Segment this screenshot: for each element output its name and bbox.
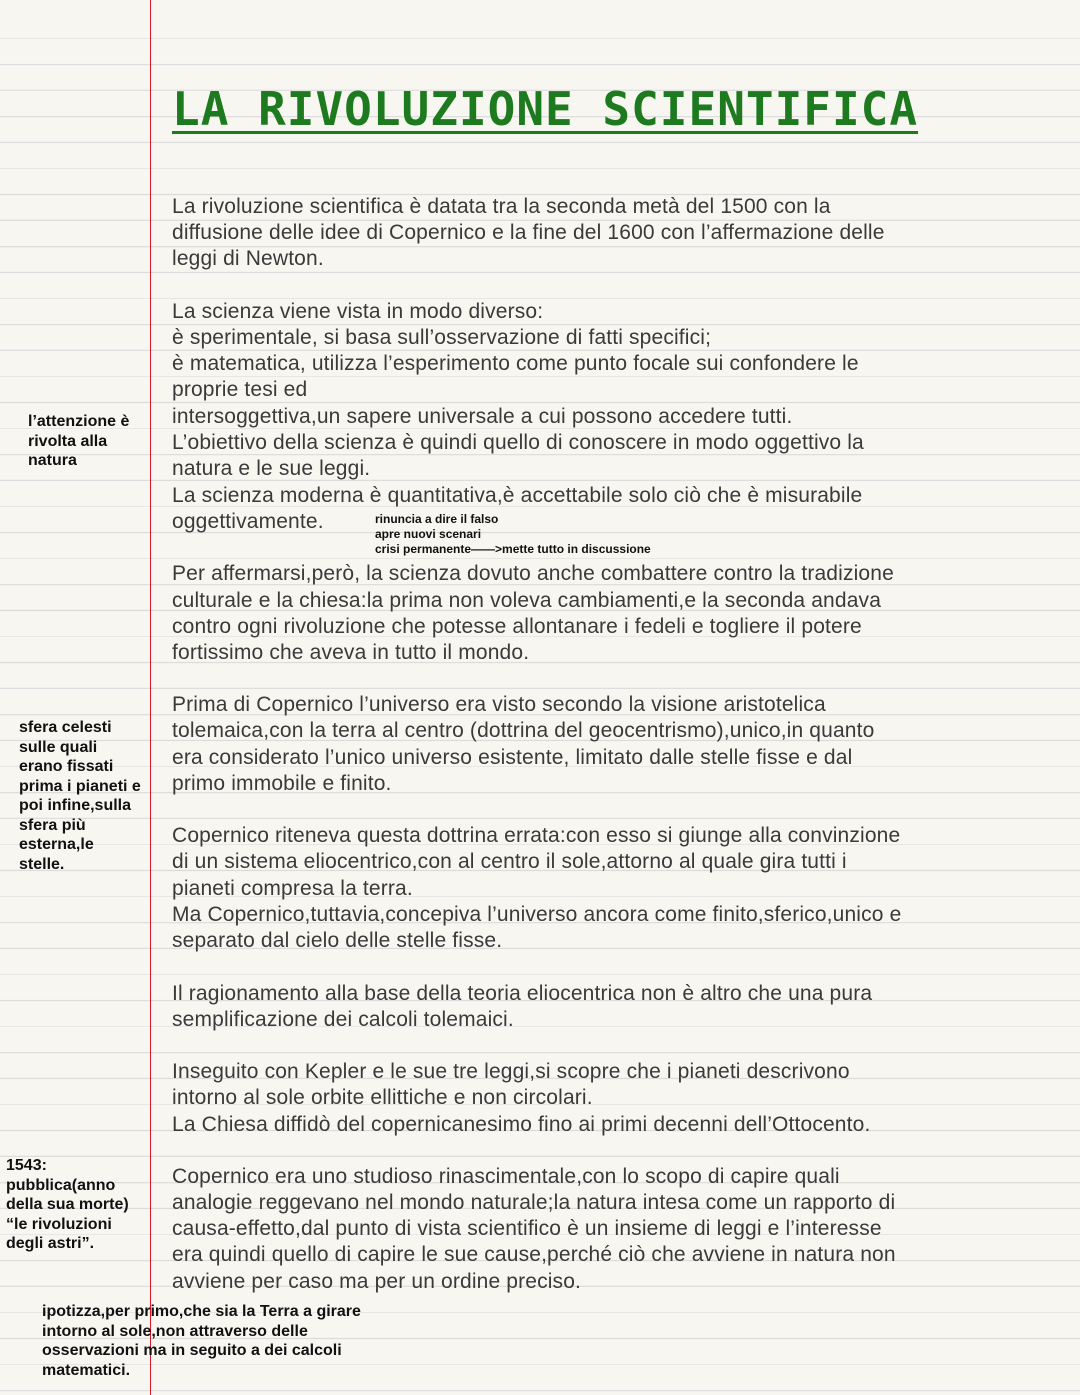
text-line: tolemaica,con la terra al centro (dottrina del geocentrismo),unico,in quanto bbox=[172, 719, 875, 742]
text-line: di un sistema eliocentrico,con al centro il sole,attorno al quale gira tutti i bbox=[172, 850, 847, 873]
text-line: analogie reggevano nel mondo naturale;la natura intesa come un rapporto di bbox=[172, 1191, 896, 1214]
margin-note-nature: l’attenzione è rivolta alla natura bbox=[28, 413, 130, 469]
inline-note: crisi permanente——>mette tutto in discussione bbox=[375, 542, 651, 556]
page-title: LA RIVOLUZIONE SCIENTIFICA bbox=[172, 82, 919, 136]
text-line: proprie tesi ed bbox=[172, 378, 308, 401]
text-line: intorno al sole orbite ellittiche e non circolari. bbox=[172, 1086, 593, 1109]
text-line: era quindi quello di capire le sue cause,perché ciò che avviene in natura non bbox=[172, 1243, 896, 1266]
text-line: primo immobile e finito. bbox=[172, 772, 392, 795]
text-line: intersoggettiva,un sapere universale a cui possono accedere tutti. bbox=[172, 405, 793, 428]
text-line: Ma Copernico,tuttavia,concepiva l’universo ancora come finito,sferico,unico e bbox=[172, 903, 902, 926]
text-line: Copernico era uno studioso rinascimentale,con lo scopo di capire quali bbox=[172, 1165, 840, 1188]
text-line: Prima di Copernico l’universo era visto secondo la visione aristotelica bbox=[172, 693, 826, 716]
text-line: La rivoluzione scientifica è datata tra la seconda metà del 1500 con la bbox=[172, 195, 831, 218]
text-line: La Chiesa diffidò del copernicanesimo fino ai primi decenni dell’Ottocento. bbox=[172, 1113, 871, 1136]
margin-note-1543: 1543: pubblica(anno della sua morte) “le rivoluzioni degli astri”. bbox=[6, 1157, 129, 1252]
text-line: Copernico riteneva questa dottrina errata:con esso si giunge alla convinzione bbox=[172, 824, 901, 847]
inline-note: rinuncia a dire il falso bbox=[375, 512, 499, 526]
text-line: era considerato l’unico universo esistente, limitato dalle stelle fisse e dal bbox=[172, 746, 853, 769]
text-line: è sperimentale, si basa sull’osservazione di fatti specifici; bbox=[172, 326, 712, 349]
text-line: pianeti compresa la terra. bbox=[172, 877, 413, 900]
text-line: fortissimo che aveva in tutto il mondo. bbox=[172, 641, 530, 664]
text-line: La scienza moderna è quantitativa,è accettabile solo ciò che è misurabile bbox=[172, 484, 863, 507]
text-line: causa-effetto,dal punto di vista scientifico è un insieme di leggi e l’interesse bbox=[172, 1217, 882, 1240]
text-line: natura e le sue leggi. bbox=[172, 457, 371, 480]
inline-note: apre nuovi scenari bbox=[375, 527, 482, 541]
margin-line bbox=[150, 0, 151, 1395]
text-line: è matematica, utilizza l’esperimento come punto focale sui confondere le bbox=[172, 352, 859, 375]
text-line: Inseguito con Kepler e le sue tre leggi,si scopre che i pianeti descrivono bbox=[172, 1060, 850, 1083]
text-line: contro ogni rivoluzione che potesse allontanare i fedeli e togliere il potere bbox=[172, 615, 862, 638]
text-line: oggettivamente. bbox=[172, 510, 324, 533]
text-line: avviene per caso ma per un ordine preciso. bbox=[172, 1270, 582, 1293]
text-line: separato dal cielo delle stelle fisse. bbox=[172, 929, 503, 952]
text-line: leggi di Newton. bbox=[172, 247, 324, 270]
text-line: Per affermarsi,però, la scienza dovuto anche combattere contro la tradizione bbox=[172, 562, 894, 585]
text-line: L’obiettivo della scienza è quindi quello di conoscere in modo oggettivo la bbox=[172, 431, 864, 454]
text-line: culturale e la chiesa:la prima non voleva cambiamenti,e la seconda andava bbox=[172, 589, 882, 612]
bottom-note-hypothesis: ipotizza,per primo,che sia la Terra a girare intorno al sole,non attraverso delle osservazioni ma in seguito a dei calcoli matematici. bbox=[42, 1303, 361, 1379]
text-line: La scienza viene vista in modo diverso: bbox=[172, 300, 544, 323]
margin-note-spheres: sfera celesti sulle quali erano fissati prima i pianeti e poi infine,sulla sfera più esterna,le stelle. bbox=[19, 719, 141, 873]
text-line: diffusione delle idee di Copernico e la fine del 1600 con l’affermazione delle bbox=[172, 221, 885, 244]
text-line: Il ragionamento alla base della teoria eliocentrica non è altro che una pura bbox=[172, 982, 873, 1005]
text-line: semplificazione dei calcoli tolemaici. bbox=[172, 1008, 514, 1031]
